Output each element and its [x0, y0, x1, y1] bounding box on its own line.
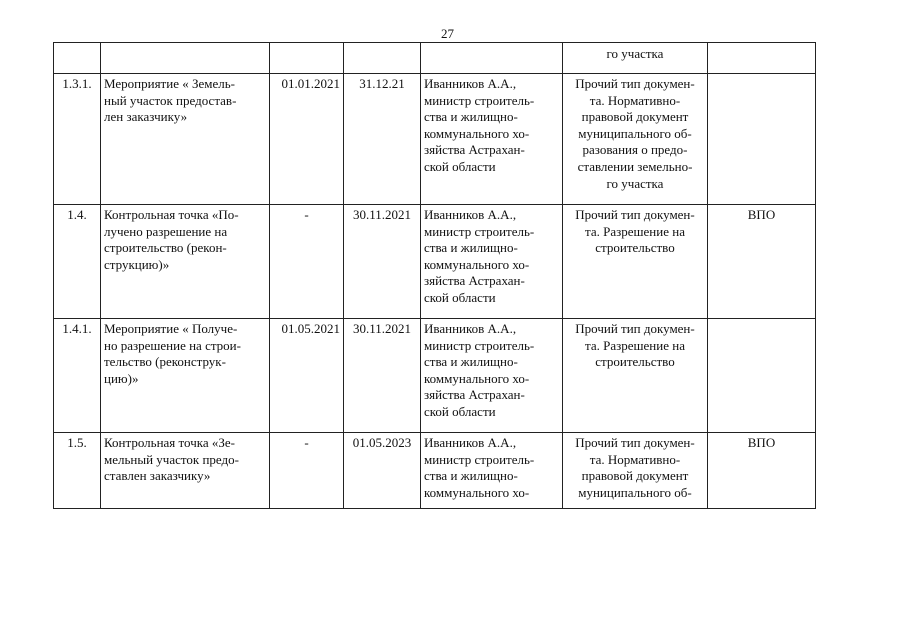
cell-level: [708, 74, 816, 205]
cell-start: [270, 43, 344, 74]
cell-end: 01.05.2023: [344, 433, 421, 509]
cell-start: 01.05.2021: [270, 319, 344, 433]
cell-num: 1.3.1.: [54, 74, 101, 205]
cell-document: Прочий тип докумен- та. Разрешение на строительство: [563, 319, 708, 433]
cell-name: Контрольная точка «По- лучено разрешение на строительство (рекон- струкцию)»: [101, 205, 270, 319]
cell-num: 1.5.: [54, 433, 101, 509]
cell-end: [344, 43, 421, 74]
cell-document: го участка: [563, 43, 708, 74]
cell-document: Прочий тип докумен- та. Разрешение на строительство: [563, 205, 708, 319]
cell-start: -: [270, 433, 344, 509]
cell-responsible: Иванников А.А., министр строитель- ства и жилищно- коммунального хо- зяйства Астрахан- ской области: [421, 74, 563, 205]
cell-responsible: Иванников А.А., министр строитель- ства и жилищно- коммунального хо- зяйства Астрахан- ской области: [421, 319, 563, 433]
cell-document: Прочий тип докумен- та. Нормативно- правовой документ муниципального об-: [563, 433, 708, 509]
cell-level: ВПО: [708, 205, 816, 319]
cell-num: 1.4.: [54, 205, 101, 319]
cell-responsible: [421, 43, 563, 74]
cell-level: [708, 319, 816, 433]
cell-end: 30.11.2021: [344, 319, 421, 433]
cell-end: 31.12.21: [344, 74, 421, 205]
cell-num: [54, 43, 101, 74]
cell-responsible: Иванников А.А., министр строитель- ства и жилищно- коммунального хо-: [421, 433, 563, 509]
cell-name: Мероприятие « Земель- ный участок предостав- лен заказчику»: [101, 74, 270, 205]
cell-name: Мероприятие « Получе- но разрешение на строи- тельство (реконструк- цию)»: [101, 319, 270, 433]
table-row: [54, 319, 816, 433]
cell-level: [708, 43, 816, 74]
table-row: [54, 433, 816, 509]
cell-level: ВПО: [708, 433, 816, 509]
plan-table: [53, 42, 816, 509]
table-row-continuation: [54, 43, 816, 74]
cell-name: [101, 43, 270, 74]
table-row: [54, 74, 816, 205]
page-number: 27: [441, 26, 454, 41]
cell-document: Прочий тип докумен- та. Нормативно- правовой документ муниципального об- разования о предо- ставлении земельно- го участка: [563, 74, 708, 205]
cell-num: 1.4.1.: [54, 319, 101, 433]
cell-start: -: [270, 205, 344, 319]
cell-end: 30.11.2021: [344, 205, 421, 319]
cell-name: Контрольная точка «Зе- мельный участок предо- ставлен заказчику»: [101, 433, 270, 509]
cell-start: 01.01.2021: [270, 74, 344, 205]
table-row: [54, 205, 816, 319]
cell-responsible: Иванников А.А., министр строитель- ства и жилищно- коммунального хо- зяйства Астрахан- ской области: [421, 205, 563, 319]
